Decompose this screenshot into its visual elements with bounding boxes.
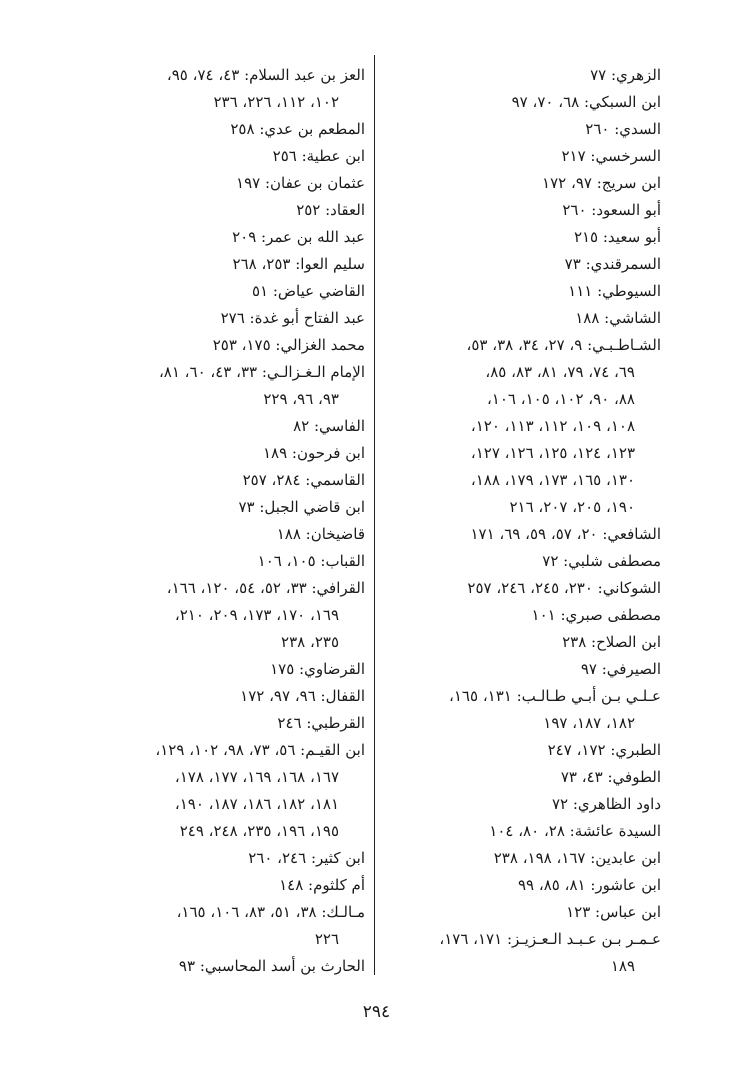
index-entry-continuation: ٩٣، ٩٦، ٢٢٩ (263, 390, 339, 408)
index-entry: الزهري: ٧٧ (590, 66, 661, 84)
index-entry: ابن عاشور: ٨١، ٨٥، ٩٩ (517, 876, 661, 894)
index-entry: السرخسي: ٢١٧ (561, 147, 661, 165)
index-entry: العقاد: ٢٥٢ (296, 201, 365, 219)
index-entry: القرافي: ٣٣، ٥٢، ٥٤، ١٢٠، ١٦٦، (166, 579, 365, 597)
index-entry: المطعم بن عدي: ٢٥٨ (230, 120, 365, 138)
index-entry: القاسمي: ٢٨٤، ٢٥٧ (242, 471, 365, 489)
index-entry: القرطبي: ٢٤٦ (277, 714, 365, 732)
index-entry-continuation: ١٠٢، ١١٢، ٢٢٦، ٢٣٦ (213, 93, 339, 111)
index-entry: السمرقندي: ٧٣ (564, 255, 661, 273)
index-entry: القاضي عياض: ٥١ (251, 282, 365, 300)
index-entry: الفاسي: ٨٢ (293, 417, 365, 435)
index-entry: القفال: ٩٦، ٩٧، ١٧٢ (240, 687, 365, 705)
index-entry-continuation: ١٦٩، ١٧٠، ١٧٣، ٢٠٩، ٢١٠، (174, 606, 339, 624)
index-entry-continuation: ١٦٧، ١٦٨، ١٦٩، ١٧٧، ١٧٨، (174, 768, 339, 786)
index-entry: داود الظاهري: ٧٢ (551, 795, 661, 813)
index-entry: الحارث بن أسد المحاسبي: ٩٣ (178, 957, 365, 975)
index-entry-continuation: ١٨٩ (610, 957, 635, 975)
index-entry: القرضاوي: ١٧٥ (270, 660, 365, 678)
index-entry: سليم العوا: ٢٥٣، ٢٦٨ (232, 255, 365, 273)
index-entry: ابن عابدين: ١٦٧، ١٩٨، ٢٣٨ (493, 849, 661, 867)
index-entry: أبو السعود: ٢٦٠ (562, 201, 661, 219)
index-entry: ابن فرحون: ١٨٩ (262, 444, 365, 462)
index-entry-continuation: ١٢٣، ١٢٤، ١٢٥، ١٢٦، ١٢٧، (470, 444, 635, 462)
index-entry-continuation: ١٨١، ١٨٢، ١٨٦، ١٨٧، ١٩٠، (174, 795, 339, 813)
index-entry: ابن سريج: ٩٧، ١٧٢ (542, 174, 661, 192)
index-entry-continuation: ١٩٥، ١٩٦، ٢٣٥، ٢٤٨، ٢٤٩ (179, 822, 339, 840)
index-entry: عبد الفتاح أبو غدة: ٢٧٦ (220, 309, 365, 327)
index-entry: أم كلثوم: ١٤٨ (279, 876, 365, 894)
index-entry: العز بن عبد السلام: ٤٣، ٧٤، ٩٥، (166, 66, 365, 84)
index-entry: السدي: ٢٦٠ (585, 120, 661, 138)
index-entry: ابن الصلاح: ٢٣٨ (562, 633, 661, 651)
index-entry: ابن عطية: ٢٥٦ (272, 147, 365, 165)
index-entry: الشـاطـبـي: ٩، ٢٧، ٣٤، ٣٨، ٥٣، (466, 336, 661, 354)
column-divider (374, 55, 375, 975)
index-entry: الإمام الـغـزالـي: ٣٣، ٤٣، ٦٠، ٨١، (158, 363, 365, 381)
index-entry: ابن السبكي: ٦٨، ٧٠، ٩٧ (511, 93, 661, 111)
index-entry: مـالـك: ٣٨، ٥١، ٨٣، ١٠٦، ١٦٥، (176, 903, 365, 921)
index-entry-continuation: ١٨٢، ١٨٧، ١٩٧ (543, 714, 635, 732)
index-entry: السيدة عائشة: ٢٨، ٨٠، ١٠٤ (489, 822, 661, 840)
index-entry: عبد الله بن عمر: ٢٠٩ (232, 228, 365, 246)
index-entry: ابن القيـم: ٥٦، ٧٣، ٩٨، ١٠٢، ١٢٩، (155, 741, 365, 759)
index-entry: ابن عباس: ١٢٣ (566, 903, 661, 921)
index-entry-continuation: ١٩٠، ٢٠٥، ٢٠٧، ٢١٦ (509, 498, 635, 516)
index-entry: الشوكاني: ٢٣٠، ٢٤٥، ٢٤٦، ٢٥٧ (467, 579, 661, 597)
index-entry: أبو سعيد: ٢١٥ (573, 228, 661, 246)
index-entry: الصيرفي: ٩٧ (580, 660, 661, 678)
page-number: ٢٩٤ (362, 1002, 391, 1022)
index-entry: السيوطي: ١١١ (568, 282, 661, 300)
index-entry: مصطفى صبري: ١٠١ (531, 606, 661, 624)
index-entry: محمد الغزالي: ١٧٥، ٢٥٣ (212, 336, 365, 354)
index-entry: القباب: ١٠٥، ١٠٦ (257, 552, 365, 570)
index-entry: الطبري: ١٧٢، ٢٤٧ (547, 741, 661, 759)
index-entry-continuation: ٦٩، ٧٤، ٧٩، ٨١، ٨٣، ٨٥، (485, 363, 635, 381)
index-entry: الشافعي: ٢٠، ٥٧، ٥٩، ٦٩، ١٧١ (470, 525, 661, 543)
index-entry: عـمـر بـن عـبـد الـعـزيـز: ١٧١، ١٧٦، (439, 930, 661, 948)
index-entry-continuation: ١٠٨، ١٠٩، ١١٢، ١١٣، ١٢٠، (470, 417, 635, 435)
index-entry: عـلـي بـن أبـي طـالـب: ١٣١، ١٦٥، (449, 687, 661, 705)
index-entry: ابن كثير: ٢٤٦، ٢٦٠ (248, 849, 365, 867)
index-entry: عثمان بن عفان: ١٩٧ (236, 174, 365, 192)
index-entry: ابن قاضي الجبل: ٧٣ (238, 498, 365, 516)
index-entry-continuation: ١٣٠، ١٦٥، ١٧٣، ١٧٩، ١٨٨، (470, 471, 635, 489)
index-entry: مصطفى شلبي: ٧٢ (542, 552, 661, 570)
index-column-right (359, 62, 661, 980)
index-column-left (82, 62, 365, 980)
index-entry-continuation: ٢٣٥، ٢٣٨ (281, 633, 339, 651)
index-entry: الشاشي: ١٨٨ (575, 309, 661, 327)
index-entry-continuation: ٨٨، ٩٠، ١٠٢، ١٠٥، ١٠٦، (486, 390, 635, 408)
index-entry-continuation: ٢٢٦ (314, 930, 339, 948)
index-entry: الطوفي: ٤٣، ٧٣ (560, 768, 661, 786)
index-entry: قاضيخان: ١٨٨ (276, 525, 365, 543)
